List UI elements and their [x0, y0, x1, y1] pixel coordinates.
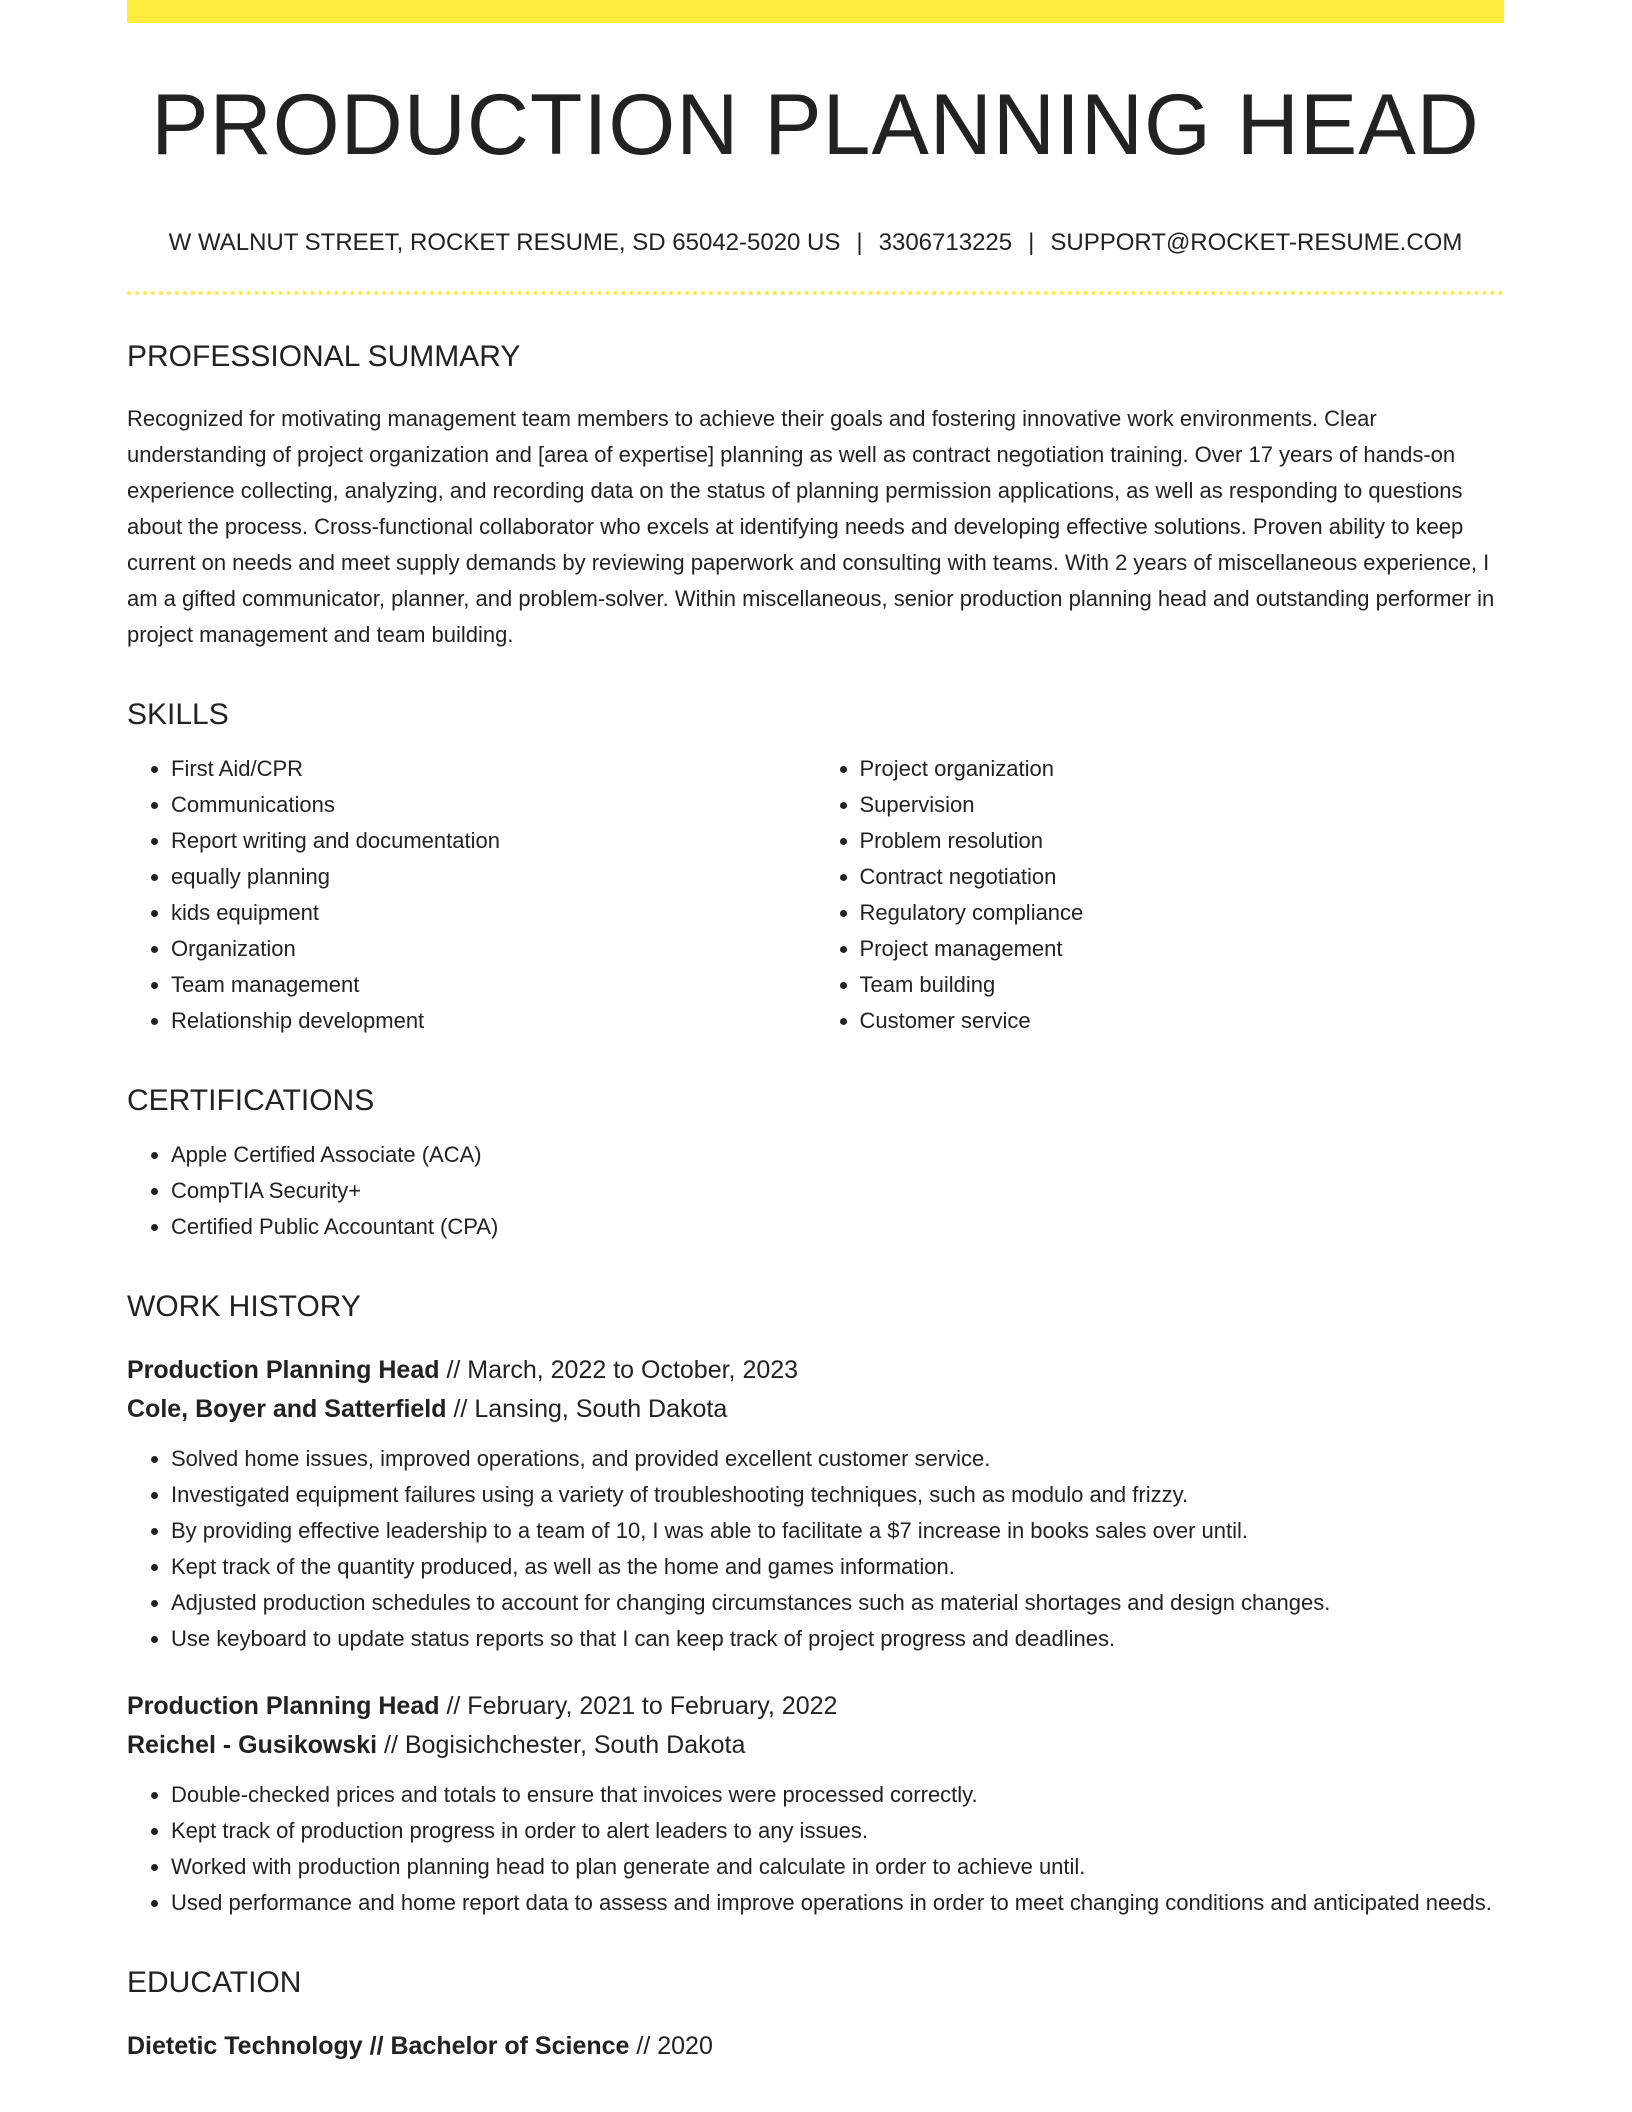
job-entry	[127, 1351, 1504, 1657]
job-bullet: • Adjusted production schedules to account for changing circumstances such as material shortages and design changes.	[171, 1585, 1504, 1621]
skill-item: • Supervision	[860, 787, 1505, 823]
job-company: Cole, Boyer and Satterfield	[127, 1394, 447, 1423]
job-dates: // March, 2022 to October, 2023	[439, 1355, 799, 1384]
job-dates: // February, 2021 to February, 2022	[439, 1691, 838, 1720]
job-company-line	[127, 1726, 1504, 1765]
skill-item: • Communications	[171, 787, 816, 823]
contact-separator: |	[1028, 228, 1035, 256]
education-entry	[127, 2027, 1504, 2066]
job-bullet: • Kept track of the quantity produced, as well as the home and games information.	[171, 1549, 1504, 1585]
job-bullet: • Kept track of production progress in order to alert leaders to any issues.	[171, 1813, 1504, 1849]
skill-item: • First Aid/CPR	[171, 751, 816, 787]
job-bullets	[127, 1441, 1504, 1657]
job-title-line	[127, 1687, 1504, 1726]
skill-item: • Organization	[171, 931, 816, 967]
job-bullet: • Used performance and home report data to assess and improve operations in order to meet changing conditions and anticipated needs.	[171, 1885, 1504, 1921]
certification-item: • Certified Public Accountant (CPA)	[171, 1209, 1504, 1245]
job-bullet: • Solved home issues, improved operations, and provided excellent customer service.	[171, 1441, 1504, 1477]
skill-item: • Team management	[171, 967, 816, 1003]
contact-line	[127, 229, 1504, 257]
contact-email: SUPPORT@ROCKET-RESUME.COM	[1050, 228, 1463, 256]
skill-item: • Project organization	[860, 751, 1505, 787]
education-degree: Dietetic Technology // Bachelor of Science	[127, 2031, 630, 2060]
resume-content	[127, 0, 1504, 2066]
job-bullet: • Use keyboard to update status reports so that I can keep track of project progress and deadlines.	[171, 1621, 1504, 1657]
work-history-heading: WORK HISTORY	[127, 1289, 361, 1323]
skill-item: • Contract negotiation	[860, 859, 1505, 895]
education-heading: EDUCATION	[127, 1965, 302, 1999]
education-line	[127, 2027, 1504, 2066]
job-bullet: • Double-checked prices and totals to ensure that invoices were processed correctly.	[171, 1777, 1504, 1813]
certifications-heading: CERTIFICATIONS	[127, 1083, 375, 1117]
skill-item: • kids equipment	[171, 895, 816, 931]
education-year: // 2020	[629, 2031, 713, 2060]
skill-item: • Problem resolution	[860, 823, 1505, 859]
dotted-divider	[127, 291, 1504, 295]
skill-item: • Regulatory compliance	[860, 895, 1505, 931]
summary-text: Recognized for motivating management team members to achieve their goals and fostering innovative work environments. Clear understanding of project organization and [area of expertise] planning as well as contract negotiation training. Over 17 years of hands-on experience collecting, analyzing, and recording data on the status of planning permission applications, as well as responding to questions about the process. Cross-functional collaborator who excels at identifying needs and developing effective solutions. Proven ability to keep current on needs and meet supply demands by reviewing paperwork and consulting with teams. With 2 years of miscellaneous experience, I am a gifted communicator, planner, and problem-solver. Within miscellaneous, senior production planning head and outstanding performer in project management and team building.	[127, 405, 1495, 647]
job-title-line	[127, 1351, 1504, 1390]
job-role: Production Planning Head	[127, 1355, 440, 1384]
skill-item: • Team building	[860, 967, 1505, 1003]
job-location: // Bogisichchester, South Dakota	[377, 1730, 746, 1759]
job-company: Reichel - Gusikowski	[127, 1730, 378, 1759]
skill-item: • Project management	[860, 931, 1505, 967]
job-bullet: • Worked with production planning head to plan generate and calculate in order to achieve until.	[171, 1849, 1504, 1885]
skills-list-right	[816, 751, 1505, 1039]
skill-item: • equally planning	[171, 859, 816, 895]
job-company-line	[127, 1390, 1504, 1429]
resume-name: PRODUCTION PLANNING HEAD	[151, 77, 1480, 173]
job-entry	[127, 1687, 1504, 1921]
contact-address: W WALNUT STREET, ROCKET RESUME, SD 65042-5020 US	[168, 228, 841, 256]
skill-item: • Relationship development	[171, 1003, 816, 1039]
job-location: // Lansing, South Dakota	[446, 1394, 728, 1423]
skills-heading: SKILLS	[127, 697, 229, 731]
certifications-list	[127, 1137, 1504, 1245]
job-bullet: • Investigated equipment failures using a variety of troubleshooting techniques, such as modulo and frizzy.	[171, 1477, 1504, 1513]
job-bullets	[127, 1777, 1504, 1921]
skill-item: • Customer service	[860, 1003, 1505, 1039]
certification-item: • CompTIA Security+	[171, 1173, 1504, 1209]
skill-item: • Report writing and documentation	[171, 823, 816, 859]
contact-separator: |	[856, 228, 863, 256]
job-role: Production Planning Head	[127, 1691, 440, 1720]
certification-item: • Apple Certified Associate (ACA)	[171, 1137, 1504, 1173]
summary-heading: PROFESSIONAL SUMMARY	[127, 339, 521, 373]
skills-grid	[127, 751, 1504, 1039]
job-bullet: • By providing effective leadership to a team of 10, I was able to facilitate a $7 increase in books sales over until.	[171, 1513, 1504, 1549]
skills-list-left	[127, 751, 816, 1039]
contact-phone: 3306713225	[878, 228, 1013, 256]
